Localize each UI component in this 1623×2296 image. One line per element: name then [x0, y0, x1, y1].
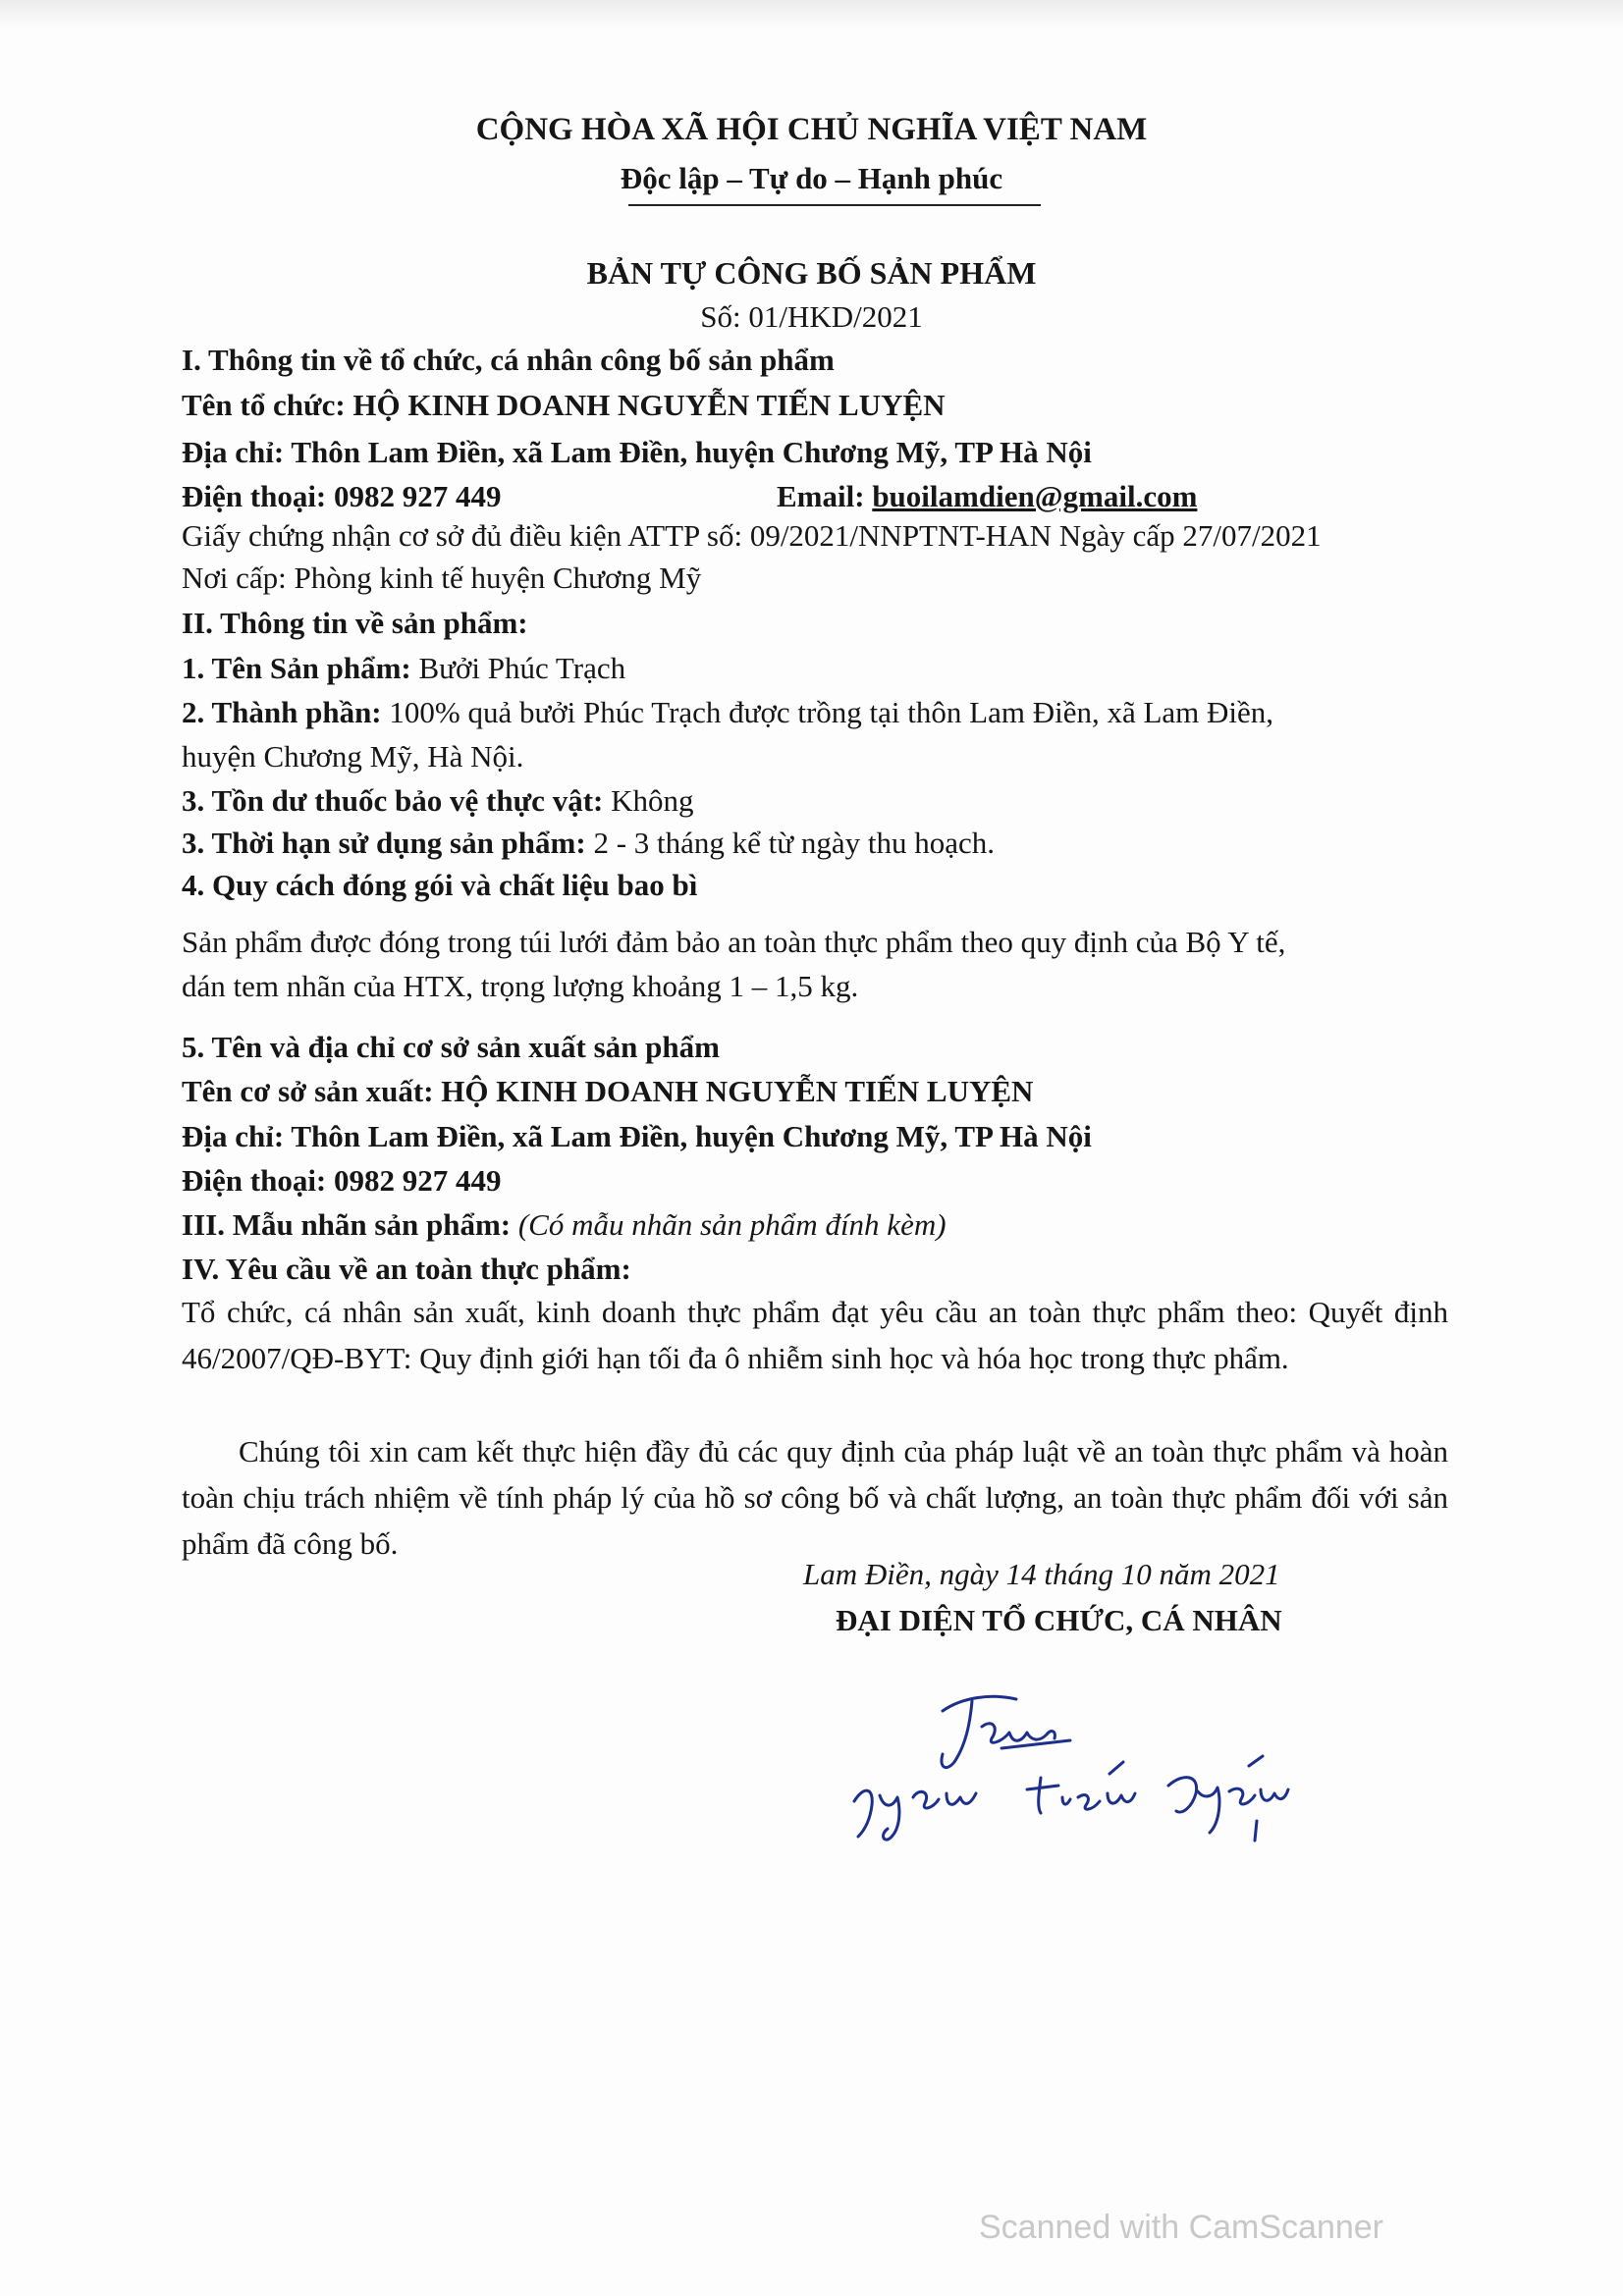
- motto-underline: [628, 204, 1041, 206]
- safety-certificate: Giấy chứng nhận cơ sở đủ điều kiện ATTP số: 09/2021/NNPTNT-HAN Ngày cấp 27/07/2021: [182, 518, 1322, 553]
- certificate-issuer: Nơi cấp: Phòng kinh tế huyện Chương Mỹ: [182, 561, 702, 595]
- producer-phone: Điện thoại: 0982 927 449: [182, 1163, 502, 1198]
- signature-name-stroke: [854, 1756, 1288, 1841]
- producer-heading: 5. Tên và địa chỉ cơ sở sản xuất sản phẩm: [182, 1030, 720, 1064]
- producer-address: Địa chỉ: Thôn Lam Điền, xã Lam Điền, huyện Chương Mỹ, TP Hà Nội: [182, 1119, 1092, 1153]
- camscanner-watermark: Scanned with CamScanner: [979, 2209, 1384, 2246]
- handwritten-signature: [844, 1683, 1355, 1850]
- scan-shadow: [0, 0, 1623, 27]
- label-sample: [182, 1205, 947, 1245]
- section-2-heading: II. Thông tin về sản phẩm:: [182, 606, 528, 640]
- section-4-heading: IV. Yêu cầu về an toàn thực phẩm:: [182, 1252, 631, 1286]
- packaging-line-1: Sản phẩm được đóng trong túi lưới đảm bảo an toàn thực phẩm theo quy định của Bộ Y tế,: [182, 925, 1286, 959]
- shelf-life: 3. Thời hạn sử dụng sản phẩm: 2 - 3 tháng kể từ ngày thu hoạch.: [182, 826, 995, 860]
- representative-title: ĐẠI DIỆN TỔ CHỨC, CÁ NHÂN: [836, 1603, 1282, 1637]
- national-title: CỘNG HÒA XÃ HỘI CHỦ NGHĨA VIỆT NAM: [475, 112, 1148, 147]
- organization-phone: Điện thoại: 0982 927 449: [182, 479, 502, 513]
- commitment-paragraph: Chúng tôi xin cam kết thực hiện đầy đủ các quy định của pháp luật về an toàn thực phẩm và hoàn toàn chịu trách nhiệm về tính pháp lý của hồ sơ công bố và chất lượng, an toàn thực phẩm đối với sản phẩm đã công bố.: [182, 1434, 1448, 1561]
- section-3-heading: III. Mẫu nhãn sản phẩm:: [182, 1207, 512, 1242]
- document-title: BẢN TỰ CÔNG BỐ SẢN PHẨM: [586, 255, 1037, 291]
- document-number: Số: 01/HKD/2021: [700, 299, 923, 334]
- organization-address: Địa chỉ: Thôn Lam Điền, xã Lam Điền, huyện Chương Mỹ, TP Hà Nội: [182, 435, 1092, 469]
- producer-name: Tên cơ sở sản xuất: HỘ KINH DOANH NGUYỄN TIẾN LUYỆN: [182, 1074, 1034, 1108]
- pesticide-residue: 3. Tồn dư thuốc bảo vệ thực vật: Không: [182, 783, 694, 818]
- section-1-heading: I. Thông tin về tổ chức, cá nhân công bố sản phẩm: [182, 343, 835, 377]
- signature-initial-stroke: [942, 1696, 1070, 1767]
- packaging-line-2: dán tem nhãn của HTX, trọng lượng khoảng 1 – 1,5 kg.: [182, 969, 859, 1003]
- safety-requirements: Tổ chức, cá nhân sản xuất, kinh doanh thực phẩm đạt yêu cầu an toàn thực phẩm theo: Quyết định 46/2007/QĐ-BYT: Quy định giới hạn tối đa ô nhiễm sinh học và hóa học trong thực phẩm.: [182, 1295, 1448, 1375]
- product-name: 1. Tên Sản phẩm: Bưởi Phúc Trạch: [182, 651, 626, 685]
- national-motto: Độc lập – Tự do – Hạnh phúc: [620, 161, 1003, 195]
- packaging-heading: 4. Quy cách đóng gói và chất liệu bao bì: [182, 868, 698, 902]
- email-label: Email:: [777, 479, 873, 513]
- email-link[interactable]: buoilamdien@gmail.com: [872, 479, 1198, 513]
- place-date: Lam Điền, ngày 14 tháng 10 năm 2021: [803, 1557, 1280, 1591]
- product-ingredients-cont: huyện Chương Mỹ, Hà Nội.: [182, 739, 524, 774]
- label-sample-note: (Có mẫu nhãn sản phẩm đính kèm): [511, 1207, 947, 1242]
- organization-name: Tên tổ chức: HỘ KINH DOANH NGUYỄN TIẾN LUYỆN: [182, 388, 946, 422]
- organization-email: [777, 477, 1197, 516]
- product-ingredients: 2. Thành phần: 100% quả bưởi Phúc Trạch được trồng tại thôn Lam Điền, xã Lam Điền,: [182, 695, 1274, 729]
